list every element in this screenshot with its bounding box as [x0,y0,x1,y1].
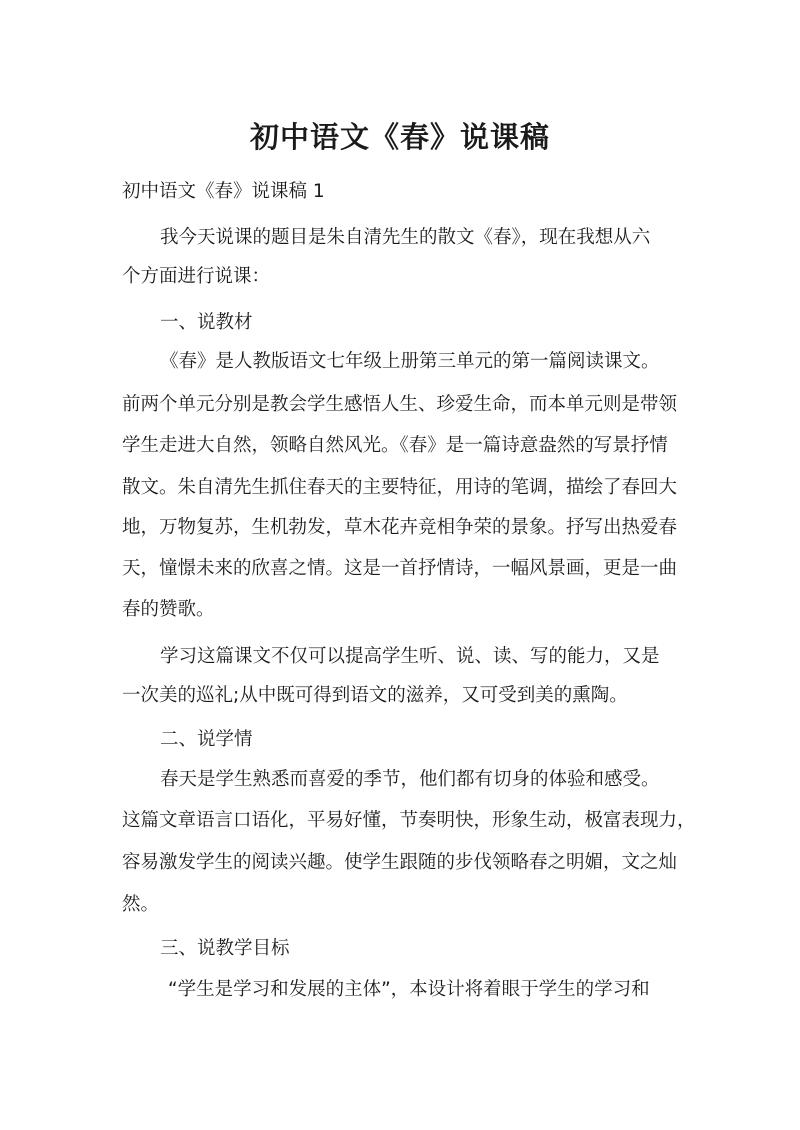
paragraph-line: 然。 [122,894,160,915]
paragraph-line: “学生是学习和发展的主体”，本设计将着眼于学生的学习和 [168,979,650,1000]
paragraph-line: 前两个单元分别是教会学生感悟人生、珍爱生命，而本单元则是带领 [122,394,678,415]
paragraph-line: 春的赞歌。 [122,599,215,620]
paragraph-line: 容易激发学生的阅读兴趣。使学生跟随的步伐领略春之明媚，文之灿 [122,852,678,873]
paragraph-line: 地，万物复苏，生机勃发，草木花卉竞相争荣的景象。抒写出热爱春 [122,517,678,538]
document-title: 初中语文《春》说课稿 [249,120,550,154]
paragraph-line: 学生走进大自然，领略自然风光。《春》是一篇诗意盎然的写景抒情 [122,435,668,456]
paragraph-line: 个方面进行说课： [122,266,271,287]
paragraph-line: 《春》是人教版语文七年级上册第三单元的第一篇阅读课文。 [160,351,660,372]
paragraph-line: 天，憧憬未来的欣喜之情。这是一首抒情诗，一幅风景画，更是一曲 [122,558,678,579]
section-heading: 一、说教材 [160,312,253,333]
paragraph-line: 学习这篇课文不仅可以提高学生听、说、读、写的能力，又是 [160,646,660,667]
section-heading: 二、说学情 [160,729,253,750]
paragraph-line: 散文。朱自清先生抓住春天的主要特征，用诗的笔调，描绘了春回大 [122,477,678,498]
document-subtitle: 初中语文《春》说课稿 1 [122,181,325,202]
paragraph-line: 我今天说课的题目是朱自清先生的散文《春》，现在我想从六 [160,227,651,248]
paragraph-line: 一次美的巡礼;从中既可得到语文的滋养，又可受到美的熏陶。 [122,685,628,706]
section-heading: 三、说教学目标 [160,938,290,959]
paragraph-line: 春天是学生熟悉而喜爱的季节，他们都有切身的体验和感受。 [160,769,660,790]
paragraph-line: 这篇文章语言口语化，平易好懂，节奏明快，形象生动，极富表现力， [122,810,696,831]
